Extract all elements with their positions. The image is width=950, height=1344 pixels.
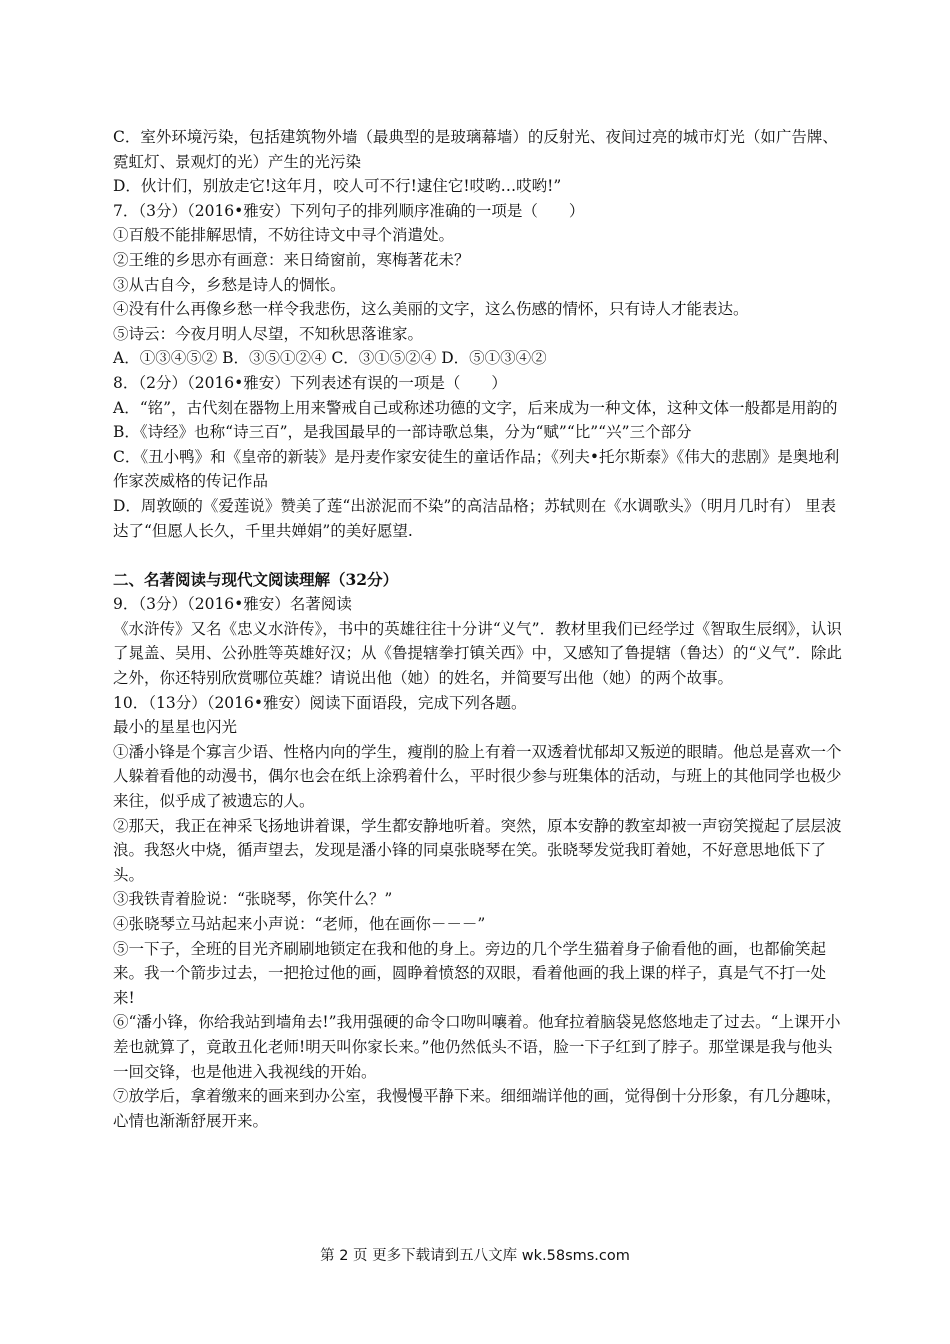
passage-paragraph-3: ③我铁青着脸说：“张晓琴，你笑什么？” bbox=[113, 890, 393, 909]
q8-option-c: C．《丑小鸭》和《皇帝的新装》是丹麦作家安徒生的童话作品；《列夫•托尔斯泰》《伟大的悲剧》是奥地利作家茨威格的传记作品 bbox=[113, 447, 840, 491]
passage-paragraph-2: ②那天，我正在神采飞扬地讲着课，学生都安静地听着。突然，原本安静的教室却被一声窃笑搅起了层层波浪。我怒火中烧，循声望去，发现是潘小锋的同桌张晓琴在笑。张晓琴发觉我盯着她，不好意思地低下了头。 bbox=[113, 816, 842, 884]
question-8-heading: 8．（2分）（2016•雅安）下列表述有误的一项是（ ） bbox=[113, 373, 507, 392]
passage-paragraph-6: ⑥“潘小锋，你给我站到墙角去!”我用强硬的命令口吻叫嚷着。他耷拉着脑袋晃悠悠地走了过去。“上课开小差也就算了，竟敢丑化老师!明天叫你家长来。”他仍然低头不语，脸一下子红到了脖子。那堂课是我与他头一回交锋，也是他进入我视线的开始。 bbox=[113, 1013, 841, 1081]
q7-sentence-3: ③从古自今，乡愁是诗人的惆怅。 bbox=[113, 275, 346, 294]
passage-paragraph-5: ⑤一下子，全班的目光齐刷刷地锁定在我和他的身上。旁边的几个学生猫着身子偷看他的画，也都偷笑起来。我一个箭步过去，一把抢过他的画，圆睁着愤怒的双眼，看着他画的我上课的样子，真是气不打一处来! bbox=[113, 939, 827, 1007]
question-10-heading: 10．（13分）（2016•雅安）阅读下面语段，完成下列各题。 bbox=[113, 693, 527, 712]
q7-sentence-4: ④没有什么再像乡愁一样令我悲伤，这么美丽的文字，这么伤感的情怀，只有诗人才能表达。 bbox=[113, 300, 749, 319]
passage-title: 最小的星星也闪光 bbox=[113, 718, 238, 737]
passage-paragraph-7: ⑦放学后，拿着缴来的画来到办公室，我慢慢平静下来。细细端详他的画，觉得倒十分形象，有几分趣味，心情也渐渐舒展开来。 bbox=[113, 1087, 842, 1130]
page-body bbox=[113, 125, 843, 1133]
option-d-line: D．伙计们，别放走它!这年月，咬人可不行!逮住它!哎哟…哎哟!” bbox=[113, 177, 562, 196]
q8-option-a: A．“铭”，古代刻在器物上用来警戒自己或称述功德的文字，后来成为一种文体，这种文体一般都是用韵的 bbox=[113, 398, 838, 417]
passage-paragraph-4: ④张晓琴立马站起来小声说：“老师，他在画你－－－” bbox=[113, 915, 486, 933]
option-c-line: C．室外环境污染，包括建筑物外墙（最典型的是玻璃幕墙）的反射光、夜间过亮的城市灯光（如广告牌、霓虹灯、景观灯的光）产生的光污染 bbox=[113, 128, 838, 171]
q8-option-d: D．周敦颐的《爱莲说》赞美了莲“出淤泥而不染”的高洁品格；苏轼则在《水调歌头》（明月几时有） 里表达了“但愿人长久，千里共婵娟”的美好愿望. bbox=[113, 496, 836, 540]
q8-option-b: B．《诗经》也称“诗三百”，是我国最早的一部诗歌总集，分为“赋”“比”“兴”三个部分 bbox=[113, 423, 692, 442]
q7-sentence-1: ①百般不能排解思情，不妨往诗文中寻个消遣处。 bbox=[113, 226, 455, 245]
section-2-title: 二、名著阅读与现代文阅读理解（32分） bbox=[113, 569, 399, 589]
passage-paragraph-1: ①潘小锋是个寡言少语、性格内向的学生，瘦削的脸上有着一双透着忧郁却又叛逆的眼睛。他总是喜欢一个人躲着看他的动漫书，偶尔也会在纸上涂鸦着什么，平时很少参与班集体的活动，与班上的其他同学也极少来往，似乎成了被遗忘的人。 bbox=[113, 742, 842, 811]
question-7-heading: 7．（3分）（2016•雅安）下列句子的排列顺序准确的一项是（ ） bbox=[113, 201, 585, 220]
q7-options: A．①③④⑤② B．③⑤①②④ C．③①⑤②④ D．⑤①③④② bbox=[113, 349, 547, 368]
page-footer: 第 2 页 更多下载请到五八文库 wk.58sms.com bbox=[320, 1248, 630, 1264]
q7-sentence-2: ②王维的乡思亦有画意：来日绮窗前，寒梅著花未？ bbox=[113, 250, 470, 269]
q7-sentence-5: ⑤诗云：今夜月明人尽望，不知秋思落谁家。 bbox=[113, 324, 424, 343]
q9-body: 《水浒传》又名《忠义水浒传》，书中的英雄往往十分讲“义气”．教材里我们已经学过《智取生辰纲》，认识了晁盖、吴用、公孙胜等英雄好汉；从《鲁提辖拳打镇关西》中，又感知了鲁提辖（鲁达）的“义气”．除此之外，你还特别欣赏哪位英雄？请说出他（她）的姓名，并简要写出他（她）的两个故事。 bbox=[113, 619, 842, 688]
section-spacer bbox=[113, 543, 843, 568]
question-9-heading: 9．（3分）（2016•雅安）名著阅读 bbox=[113, 595, 352, 614]
